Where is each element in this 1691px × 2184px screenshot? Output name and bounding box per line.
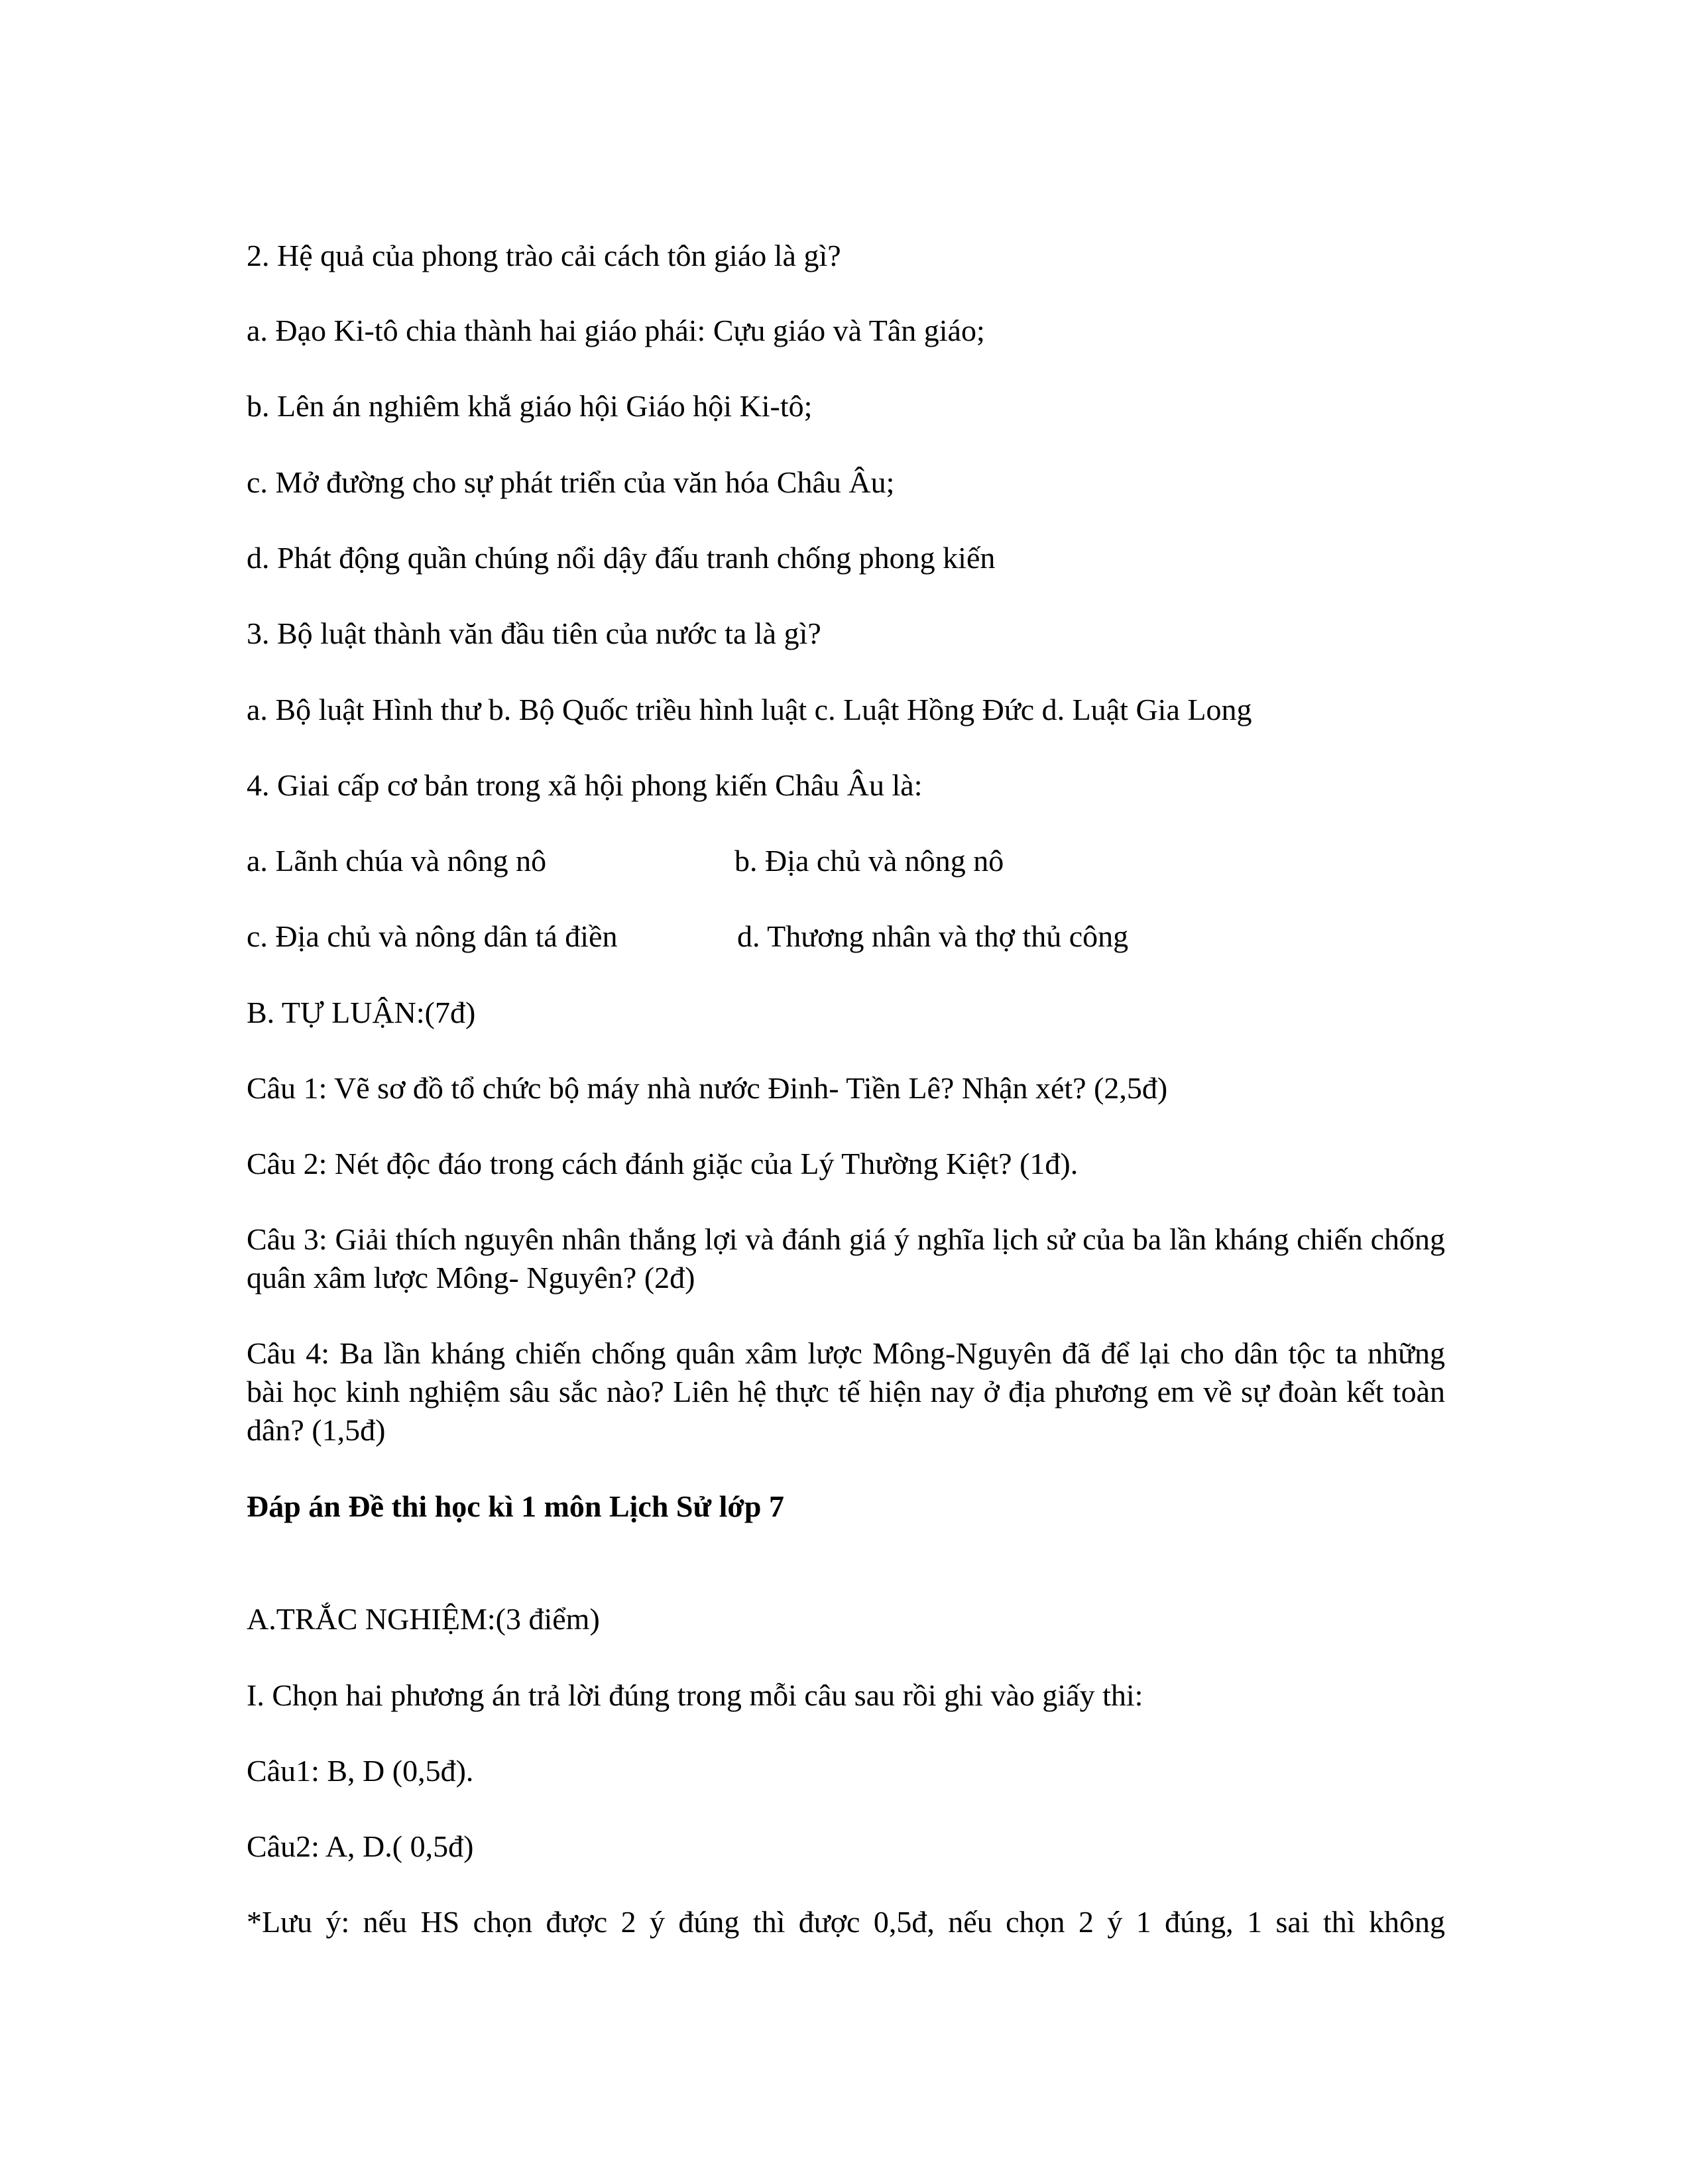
- answer-section-a: A.TRẮC NGHIỆM:(3 điểm): [247, 1602, 600, 1636]
- answer-1: Câu1: B, D (0,5đ).: [247, 1754, 474, 1788]
- q2-option-a: a. Đạo Ki-tô chia thành hai giáo phái: Cựu giáo và Tân giáo;: [247, 314, 985, 347]
- answer-part-i: I. Chọn hai phương án trả lời đúng trong mỗi câu sau rồi ghi vào giấy thi:: [247, 1678, 1143, 1712]
- essay-question-1: Câu 1: Vẽ sơ đồ tổ chức bộ máy nhà nước Đinh- Tiền Lê? Nhận xét? (2,5đ): [247, 1071, 1168, 1105]
- q4-question: 4. Giai cấp cơ bản trong xã hội phong kiến Châu Âu là:: [247, 768, 923, 802]
- essay-question-2: Câu 2: Nét độc đáo trong cách đánh giặc của Lý Thường Kiệt? (1đ).: [247, 1147, 1079, 1180]
- essay-question-4: Câu 4: Ba lần kháng chiến chống quân xâm lược Mông-Nguyên đã để lại cho dân tộc ta những bài học kinh nghiệm sâu sắc nào? Liên hệ thực tế hiện nay ở địa phương em về sự đoàn kết toàn dân? (1,5đ): [247, 1336, 1445, 1447]
- q4-option-a: a. Lãnh chúa và nông nô: [247, 844, 547, 878]
- answer-2: Câu2: A, D.( 0,5đ): [247, 1829, 474, 1863]
- q4-option-b: b. Địa chủ và nông nô: [734, 844, 1004, 878]
- q2-option-b: b. Lên án nghiêm khắ giáo hội Giáo hội Ki-tô;: [247, 389, 813, 423]
- q2-option-d: d. Phát động quần chúng nổi dậy đấu tranh chống phong kiến: [247, 541, 996, 575]
- q2-question: 2. Hệ quả của phong trào cải cách tôn giáo là gì?: [247, 239, 841, 272]
- answer-note: *Lưu ý: nếu HS chọn được 2 ý đúng thì được 0,5đ, nếu chọn 2 ý 1 đúng, 1 sai thì không: [247, 1905, 1445, 1939]
- answer-key-title: Đáp án Đề thi học kì 1 môn Lịch Sử lớp 7: [247, 1489, 784, 1523]
- q2-option-c: c. Mở đường cho sự phát triển của văn hóa Châu Âu;: [247, 465, 895, 499]
- essay-heading: B. TỰ LUẬN:(7đ): [247, 996, 476, 1029]
- q3-question: 3. Bộ luật thành văn đầu tiên của nước ta là gì?: [247, 616, 821, 650]
- q3-options: a. Bộ luật Hình thư b. Bộ Quốc triều hình luật c. Luật Hồng Đức d. Luật Gia Long: [247, 693, 1252, 726]
- q4-option-d: d. Thương nhân và thợ thủ công: [737, 919, 1129, 953]
- essay-question-3: Câu 3: Giải thích nguyên nhân thắng lợi và đánh giá ý nghĩa lịch sử của ba lần kháng chiến chống quân xâm lược Mông- Nguyên? (2đ): [247, 1222, 1445, 1294]
- q4-option-c: c. Địa chủ và nông dân tá điền: [247, 919, 618, 953]
